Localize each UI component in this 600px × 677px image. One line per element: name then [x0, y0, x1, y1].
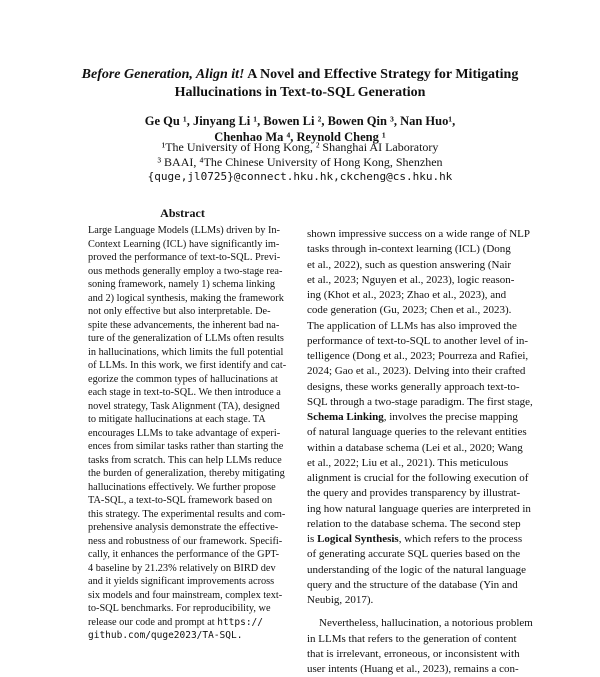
intro-line: code generation (Gu, 2023; Chen et al., 2023). — [307, 304, 512, 317]
code-url: https:// — [217, 616, 263, 628]
abstract-line: to mitigate hallucinations at each stage. TA — [88, 414, 266, 425]
abstract-line: Context Learning (ICL) have significantly im- — [88, 238, 280, 250]
intro-line: Nevertheless, hallucination, a notorious problem — [319, 617, 533, 630]
abstract-line: the burden of generalization, thereby mitigating — [88, 468, 285, 479]
intro-line: 2024; Gao et al., 2023). Delving into their crafted — [307, 365, 526, 378]
paper-title — [60, 66, 540, 102]
intro-line: ing (Khot et al., 2023; Zhao et al., 2023), and — [307, 289, 507, 301]
abstract-line: egorize the common types of hallucinations at — [88, 373, 278, 385]
intro-line: et al., 2022), such as question answering (Nair — [307, 258, 512, 271]
intro-line: performance of text-to-SQL to another level of in- — [307, 334, 529, 347]
title-italic: Before Generation, Align it! — [81, 67, 245, 82]
intro-line: ing how natural language queries are interpreted in — [307, 502, 531, 515]
abstract-line: ous methods generally employ a two-stage rea- — [88, 265, 283, 277]
affiliation-line1: ¹The University of Hong Kong, ² Shanghai AI Laboratory — [161, 140, 439, 154]
term-schema-linking: Schema Linking — [307, 411, 384, 423]
intro-line: SQL through a two-stage paradigm. The first stage, — [307, 395, 533, 408]
abstract-line: ture of the generalization of LLMs often results — [88, 333, 284, 344]
intro-line: telligence (Dong et al., 2023; Pourreza and Rafiei, — [307, 350, 529, 362]
intro-column — [307, 227, 537, 677]
abstract-line: ences from similar tasks rather than starting the — [88, 441, 284, 452]
intro-text: , involves the precise mapping — [383, 411, 518, 423]
intro-line: shown impressive success on a wide range of NLP — [307, 228, 531, 240]
term-logical-synthesis: Logical Synthesis — [317, 533, 399, 545]
abstract-line: encourages LLMs to take advantage of experi- — [88, 427, 281, 439]
abstract-line: cally, it enhances the performance of the GPT- — [88, 549, 280, 560]
intro-line: Neubig, 2017). — [307, 594, 374, 606]
abstract-line: in hallucinations, which limits the full potential — [88, 346, 284, 358]
title-line1: A Novel and Effective Strategy for Mitigating — [244, 67, 519, 82]
intro-line — [307, 410, 537, 425]
abstract-line: of LLMs. In this work, we first identify and cat- — [88, 360, 287, 371]
intro-line — [307, 532, 537, 547]
abstract-text: release our code and prompt at — [88, 616, 218, 628]
intro-text: is — [307, 533, 318, 545]
abstract-line: proved the performance of text-to-SQL. Previ- — [88, 252, 281, 263]
abstract-line: TA-SQL, a text-to-SQL framework based on — [88, 495, 273, 506]
intro-line: tasks through in-context learning (ICL) (Dong — [307, 243, 511, 256]
abstract-line: hallucinations effectively. We further propose — [88, 481, 276, 493]
title-line2: Hallucinations in Text-to-SQL Generation — [174, 85, 426, 100]
intro-line: alignment is crucial for the following execution of — [307, 472, 529, 484]
abstract-line: novel strategy, Task Alignment (TA), designed — [88, 400, 280, 412]
abstract-line: tasks from scratch. This can help LLMs reduce — [88, 454, 282, 466]
intro-line: relation to the database schema. The second step — [307, 517, 521, 530]
abstract-line: six models and four mainstream, complex text- — [88, 589, 283, 601]
intro-line: of generating accurate SQL queries based on the — [307, 548, 521, 561]
abstract-line: and 2) logical synthesis, making the framework — [88, 292, 284, 304]
abstract-line: Large Language Models (LLMs) driven by In- — [88, 225, 280, 236]
authors-line2: Chenhao Ma ⁴, Reynold Cheng ¹ — [214, 130, 386, 144]
affiliation-line2: ³ BAAI, ⁴The Chinese University of Hong Kong, Shenzhen — [157, 155, 443, 169]
intro-line: et al., 2023; Nguyen et al., 2023), logic reason- — [307, 273, 515, 286]
abstract-line: soning framework, namely 1) schema linking — [88, 279, 276, 290]
intro-line: understanding of the logic of the natural language — [307, 563, 527, 576]
intro-line: designs, these works generally approach text-to- — [307, 380, 520, 393]
intro-line: of natural language queries to the relevant entities — [307, 426, 527, 439]
intro-line: within a database schema (Lei et al., 2020; Wang — [307, 441, 523, 454]
abstract-heading: Abstract — [160, 206, 205, 220]
intro-line: query and the structure of the database (Yin and — [307, 578, 518, 591]
paragraph-gap — [307, 608, 537, 616]
author-emails: {quge,jl0725}@connect.hku.hk,ckcheng@cs.hku.hk — [147, 170, 453, 183]
abstract-line: spite these advancements, the inherent bad na- — [88, 319, 280, 331]
intro-line: that is irrelevant, erroneous, or inconsistent with — [307, 647, 520, 660]
intro-line: The application of LLMs has also improved the — [307, 319, 517, 332]
intro-text: , which refers to the process — [398, 533, 523, 545]
abstract-line: and it yields significant improvements across — [88, 576, 275, 587]
abstract-line: ness and robustness of our framework. Specifi- — [88, 535, 283, 547]
abstract-line: not only effective but also interpretable. De- — [88, 306, 271, 317]
abstract-line — [88, 616, 288, 630]
abstract-line: prehensive analysis demonstrate the effective- — [88, 522, 279, 533]
code-url-continued[interactable]: github.com/quge2023/TA-SQL. — [88, 630, 243, 641]
abstract-line: 4 baseline by 21.23% relatively on BIRD dev — [88, 562, 276, 574]
intro-line: user intents (Huang et al., 2023), remains a con- — [307, 663, 519, 675]
intro-line: in LLMs that refers to the generation of content — [307, 632, 517, 645]
intro-line: et al., 2022; Liu et al., 2021). This meticulous — [307, 456, 509, 469]
abstract-line: each stage in text-to-SQL. We then introduce a — [88, 387, 281, 398]
abstract-line: to-SQL benchmarks. For reproducibility, we — [88, 603, 271, 614]
abstract-line: this strategy. The experimental results and com- — [88, 508, 286, 520]
intro-line: the query and provides transparency by illustrat- — [307, 487, 521, 500]
abstract-body — [88, 224, 288, 643]
authors-line1: Ge Qu ¹, Jinyang Li ¹, Bowen Li ², Bowen Qin ³, Nan Huo¹, — [144, 114, 456, 128]
